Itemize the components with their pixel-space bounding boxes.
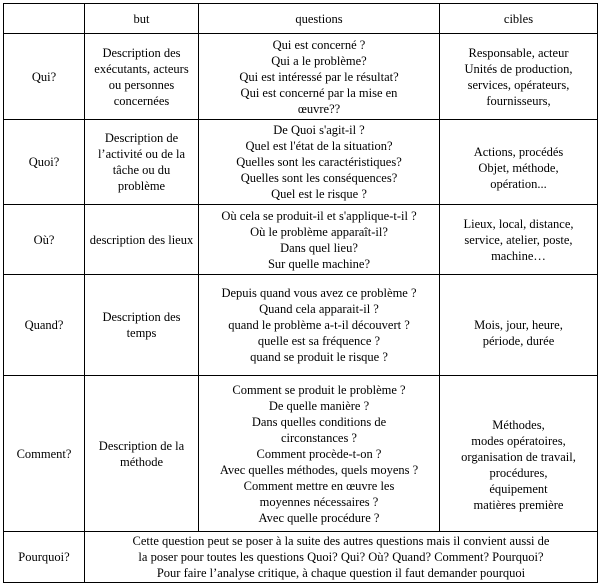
question-line: Avec quelle procédure ?	[258, 510, 380, 525]
cible-line: Mois, jour, heure,	[474, 317, 563, 332]
question-line: Dans quel lieu?	[280, 240, 358, 255]
cible-line: service, atelier, poste,	[464, 232, 573, 247]
row-comment	[4, 376, 598, 532]
row-pourquoi	[4, 532, 598, 583]
question-line: œuvre??	[297, 101, 341, 116]
cibles-cell	[440, 120, 598, 205]
but-cell	[85, 275, 199, 376]
question-line: Qui est concerné par la mise en	[240, 85, 398, 100]
header-blank-cell	[4, 4, 85, 34]
header-row	[4, 4, 598, 34]
but-cell	[85, 34, 199, 120]
questions-cell	[199, 120, 440, 205]
pourquoi-line: la poser pour toutes les questions Quoi? Qui? Où? Quand? Comment? Pourquoi?	[138, 550, 544, 564]
cible-line: Lieux, local, distance,	[463, 216, 574, 231]
row-label: Pourquoi?	[4, 532, 85, 583]
row-qui	[4, 34, 598, 120]
question-line: Quelles sont les caractéristiques?	[236, 155, 402, 169]
questions-cell	[199, 205, 440, 275]
but-text: Description de la méthode	[98, 438, 185, 469]
header-cibles: cibles	[440, 4, 598, 34]
cibles-cell	[440, 205, 598, 275]
row-ou	[4, 205, 598, 275]
row-label: Quoi?	[4, 120, 85, 205]
question-line: circonstances ?	[280, 430, 357, 445]
question-line: Quelles sont les conséquences?	[240, 171, 398, 185]
question-line: quand le problème a-t-il découvert ?	[228, 318, 410, 332]
but-text: Description des exécutants, acteurs ou personnes concernées	[94, 45, 189, 108]
qqoqcp-table	[3, 3, 598, 583]
question-line: Comment procède-t-on ?	[256, 446, 382, 461]
cible-line: modes opératoires,	[471, 434, 566, 448]
question-line: quelle est sa fréquence ?	[257, 334, 381, 348]
question-line: Qui est concerné ?	[272, 37, 366, 52]
cible-line: Actions, procédés	[473, 144, 564, 159]
cible-line: période, durée	[482, 333, 555, 348]
cibles-cell	[440, 275, 598, 376]
row-quoi	[4, 120, 598, 205]
question-line: Depuis quand vous avez ce problème ?	[221, 286, 417, 300]
but-cell	[85, 205, 199, 275]
question-line: Sur quelle machine?	[267, 256, 371, 271]
question-line: Qui est intéressé par le résultat?	[239, 69, 399, 84]
question-line: moyennes nécessaires ?	[259, 494, 379, 509]
row-quand	[4, 275, 598, 376]
question-line: quand se produit le risque ?	[250, 350, 388, 364]
pourquoi-note-cell	[85, 532, 598, 583]
row-label: Quand?	[4, 275, 85, 376]
question-line: Avec quelles méthodes, quels moyens ?	[219, 462, 419, 477]
but-cell	[85, 120, 199, 205]
pourquoi-line: Cette question peut se poser à la suite des autres questions mais il convient aussi de	[132, 534, 550, 548]
header-questions: questions	[199, 4, 440, 34]
row-label: Qui?	[4, 34, 85, 120]
pourquoi-line: Pour faire l’analyse critique, à chaque question il faut demander pourquoi	[156, 566, 526, 580]
questions-cell	[199, 34, 440, 120]
cible-line: organisation de travail,	[461, 450, 576, 464]
cible-line: services, opérateurs,	[467, 77, 570, 92]
questions-cell	[199, 376, 440, 532]
cible-line: Méthodes,	[492, 418, 545, 432]
question-line: Où le problème apparaît-il?	[250, 224, 388, 239]
row-label: Où?	[4, 205, 85, 275]
question-line: Quel est le risque ?	[271, 187, 367, 201]
cible-line: Unités de production,	[464, 61, 573, 76]
cible-line: machine…	[491, 248, 546, 263]
cible-line: Objet, méthode,	[478, 160, 559, 175]
but-text: description des lieux	[89, 232, 194, 247]
question-line: Comment mettre en œuvre les	[243, 478, 395, 493]
but-text: Description de l’activité ou de la tâche ou du problème	[97, 131, 186, 193]
cible-line: Responsable, acteur	[468, 45, 569, 60]
question-line: De Quoi s'agit-il ?	[273, 123, 365, 137]
cibles-cell	[440, 34, 598, 120]
cible-line: opération...	[490, 176, 547, 191]
cible-line: matières première	[473, 498, 564, 512]
question-line: Quand cela apparait-il ?	[259, 302, 379, 316]
cibles-cell	[440, 376, 598, 532]
cible-line: procédures,	[489, 466, 548, 480]
cible-line: fournisseurs,	[486, 93, 551, 108]
question-line: Quel est l'état de la situation?	[245, 139, 393, 153]
question-line: Où cela se produit-il et s'applique-t-il ?	[221, 208, 417, 223]
question-line: Dans quelles conditions de	[251, 414, 387, 429]
header-but: but	[85, 4, 199, 34]
question-line: Comment se produit le problème ?	[232, 382, 406, 397]
cible-line: équipement	[489, 482, 548, 496]
question-line: De quelle manière ?	[268, 398, 370, 413]
row-label: Comment?	[4, 376, 85, 532]
but-cell	[85, 376, 199, 532]
but-text: Description des temps	[102, 310, 181, 340]
questions-cell	[199, 275, 440, 376]
question-line: Qui a le problème?	[271, 53, 367, 68]
